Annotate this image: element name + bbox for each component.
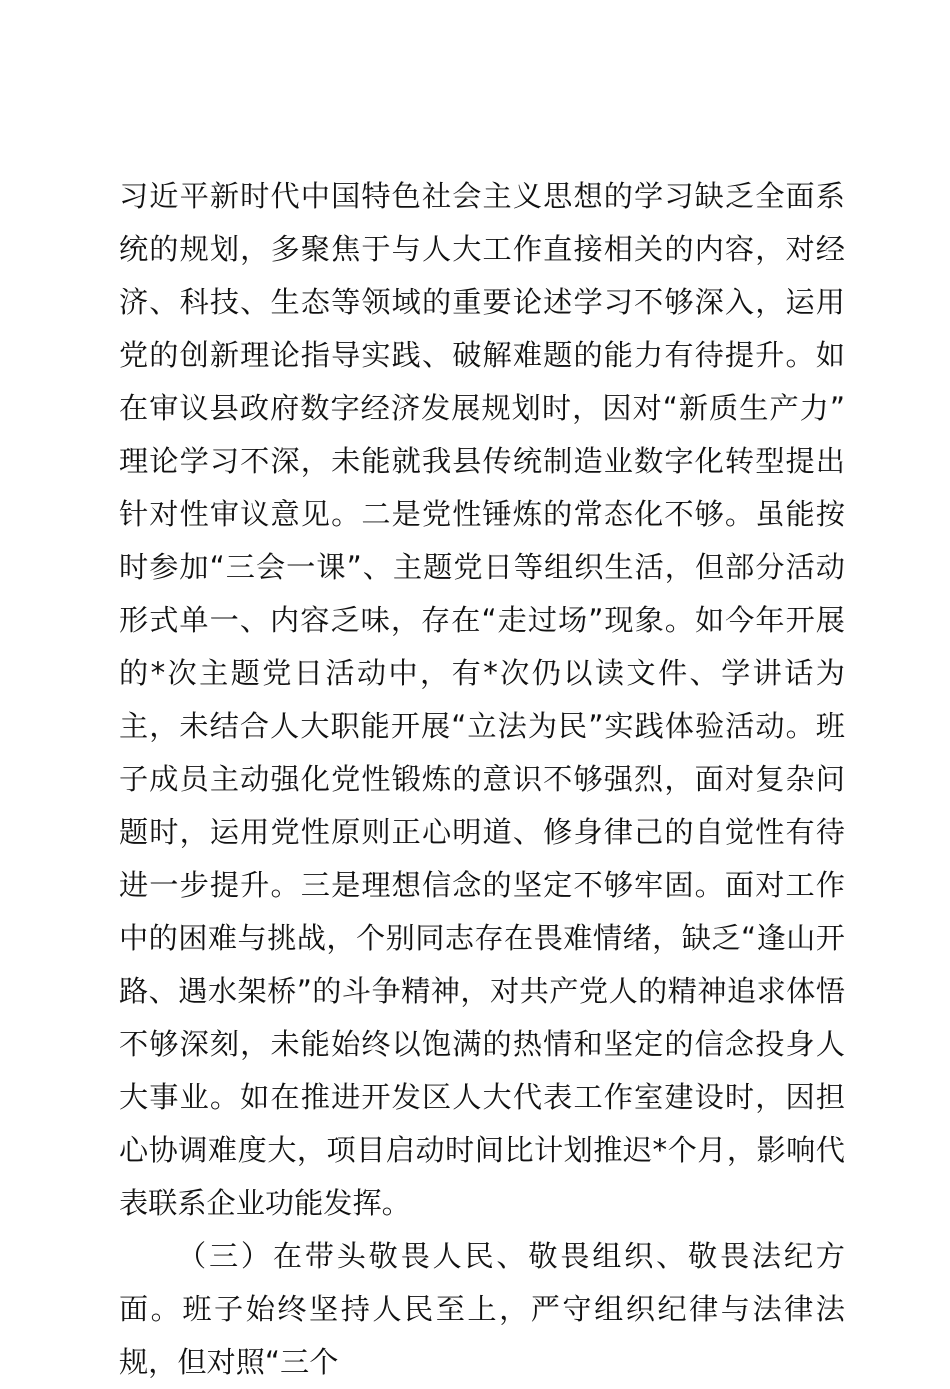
paragraph-section-three: （三）在带头敬畏人民、敬畏组织、敬畏法纪方面。班子始终坚持人民至上，严守组织纪律与法律法规，但对照“三个 (119, 1239, 845, 1379)
document-text-body (119, 170, 845, 1389)
paragraph-continuation-xi-thought: 习近平新时代中国特色社会主义思想的学习缺乏全面系统的规划，多聚焦于与人大工作直接相关的内容，对经济、科技、生态等领域的重要论述学习不够深入，运用党的创新理论指导实践、破解难题的能力有待提升。如在审议县政府数字经济发展规划时，因对“新质生产力”理论学习不深，未能就我县传统制造业数字化转型提出针对性审议意见。二是党性锤炼的常态化不够。虽能按时参加“三会一课”、主题党日等组织生活，但部分活动形式单一、内容乏味，存在“走过场”现象。如今年开展的*次主题党日活动中，有*次仍以读文件、学讲话为主，未结合人大职能开展“立法为民”实践体验活动。班子成员主动强化党性锻炼的意识不够强烈，面对复杂问题时，运用党性原则正心明道、修身律己的自觉性有待进一步提升。三是理想信念的坚定不够牢固。面对工作中的困难与挑战，个别同志存在畏难情绪，缺乏“逢山开路、遇水架桥”的斗争精神，对共产党人的精神追求体悟不够深刻，未能始终以饱满的热情和坚定的信念投身人大事业。如在推进开发区人大代表工作室建设时，因担心协调难度大，项目启动时间比计划推迟*个月，影响代表联系企业功能发挥。 (119, 179, 845, 1220)
